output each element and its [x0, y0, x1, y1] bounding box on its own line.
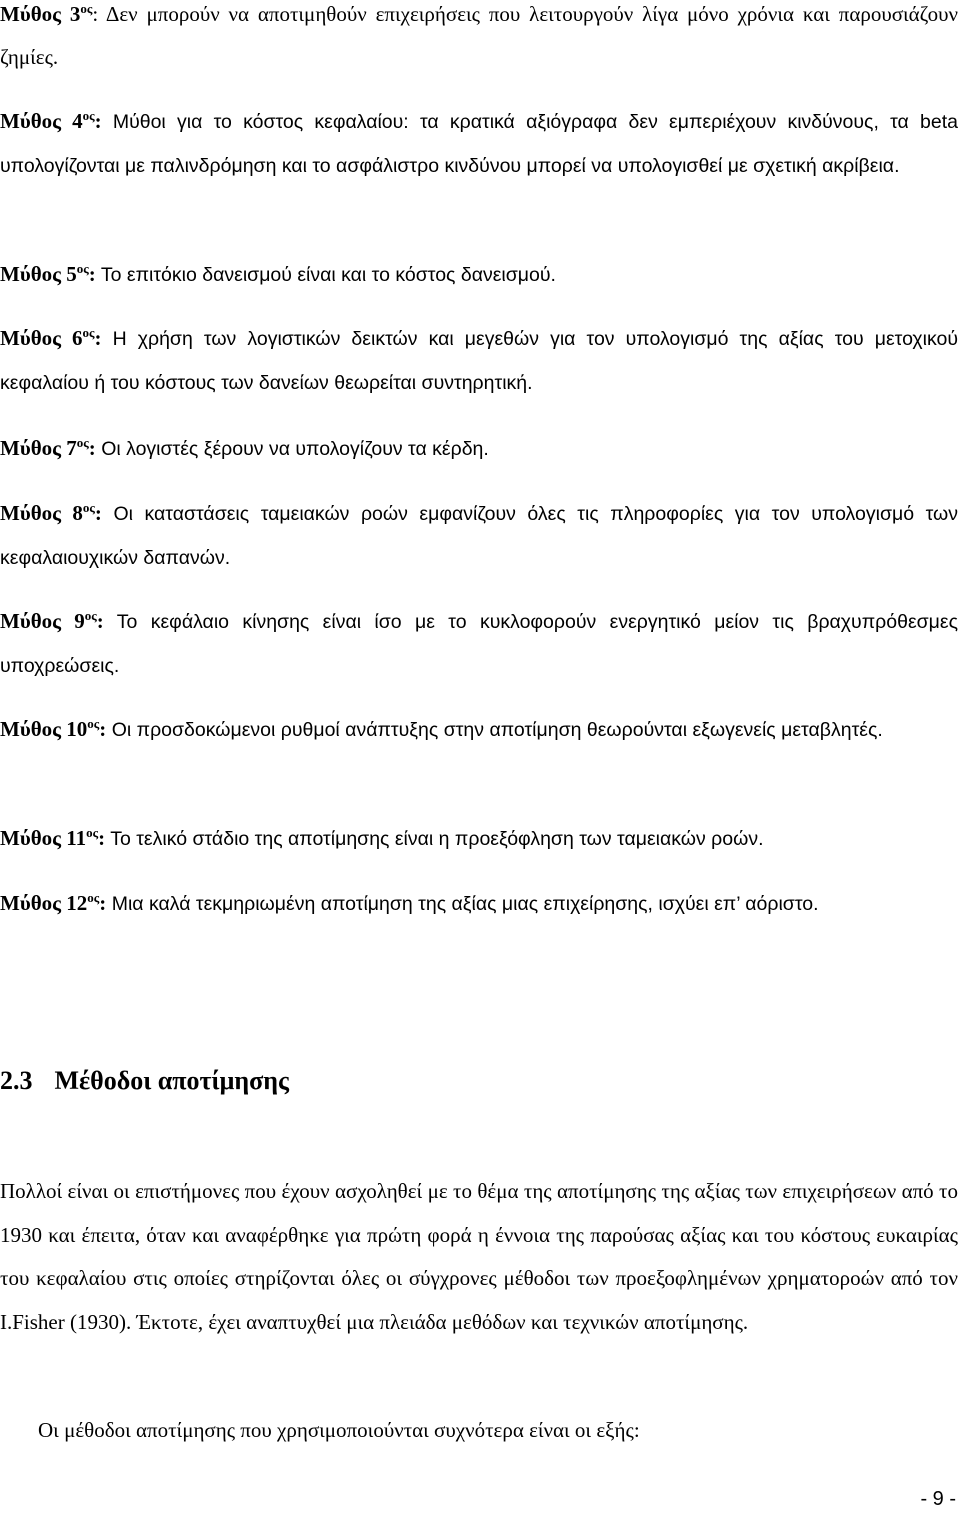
myth-5: [0, 253, 958, 297]
myth-text: Το τελικό στάδιο της αποτίμησης είναι η προεξόφληση των ταμειακών ροών.: [105, 828, 764, 850]
myth-label: Μύθος $10^{o\varsigma}$:: [0, 716, 107, 741]
myth-8: [0, 492, 958, 580]
myth-text: Οι προσδοκώμενοι ρυθμοί ανάπτυξης στην αποτίμηση θεωρούνται εξωγενείς μεταβλητές.: [106, 719, 883, 741]
myth-separator: :: [92, 2, 99, 26]
myth-label: Μύθος $5^{o\varsigma}$:: [0, 261, 96, 286]
myth-label: Μύθος $3^{o\varsigma}$: [0, 1, 93, 26]
myth-label: Μύθος $6^{o\varsigma}$:: [0, 325, 102, 350]
myth-4: [0, 100, 958, 188]
myth-7: [0, 427, 958, 471]
myth-label: Μύθος $11^{o\varsigma}$:: [0, 825, 106, 850]
section-number: 2.3: [0, 1066, 33, 1095]
myth-text: Οι καταστάσεις ταμειακών ροών εμφανίζουν όλες τις πληροφορίες για τον υπολογισμό των κεφαλαιουχικών δαπανών.: [0, 503, 959, 569]
myth-3: [0, 0, 958, 79]
myth-label: Μύθος $4^{o\varsigma}$:: [0, 108, 102, 133]
myth-10: [0, 708, 958, 752]
myth-11: [0, 817, 958, 861]
myth-label: Μύθος $8^{o\varsigma}$:: [0, 500, 102, 525]
myth-text: Το κεφάλαιο κίνησης είναι ίσο με το κυκλοφορούν ενεργητικό μείον τις βραχυπρόθεσμες υποχρεώσεις.: [0, 611, 959, 677]
myth-9: [0, 600, 958, 688]
myth-label: Μύθος $7^{o\varsigma}$:: [0, 435, 96, 460]
section-heading: [0, 1061, 289, 1101]
myth-label: Μύθος $9^{o\varsigma}$:: [0, 608, 104, 633]
myth-6: [0, 317, 958, 405]
myth-text: Η χρήση των λογιστικών δεικτών και μεγεθών για τον υπολογισμό της αξίας του μετοχικού κεφαλαίου ή του κόστους των δανείων θεωρείται συντηρητική.: [0, 328, 959, 394]
myth-text: Μια καλά τεκμηριωμένη αποτίμηση της αξίας μιας επιχείρησης, ισχύει επ’ αόριστο.: [106, 893, 819, 915]
myth-label: Μύθος $12^{o\varsigma}$:: [0, 890, 107, 915]
myth-text: Δεν μπορούν να αποτιμηθούν επιχειρήσεις που λειτουργούν λίγα μόνο χρόνια και παρουσιάζουν ζημίες.: [0, 2, 958, 69]
body-paragraph: Πολλοί είναι οι επιστήμονες που έχουν ασχοληθεί με το θέμα της αποτίμησης της αξίας των επιχειρήσεων από το 1930 και έπειτα, όταν και αναφέρθηκε για πρώτη φορά η έννοια της παρούσας αξίας και του κόστους ευκαιρίας του κεφαλαίου στις οποίες στηρίζονται όλες οι σύγχρονες μέθοδοι των προεξοφλημένων χρηματοροών από τον I.Fisher (1930). Έκτοτε, έχει αναπτυχθεί μια πλειάδα μεθόδων και τεχνικών αποτίμησης.: [0, 1179, 958, 1334]
myth-12: [0, 882, 958, 926]
page-number: - 9 -: [920, 1488, 956, 1510]
myth-text: Οι λογιστές ξέρουν να υπολογίζουν τα κέρδη.: [95, 438, 489, 460]
myth-text: Μύθοι για το κόστος κεφαλαίου: τα κρατικά αξιόγραφα δεν εμπεριέχουν κινδύνους, τα beta υπολογίζονται με παλινδρόμηση και το ασφάλιστρο κινδύνου μπορεί να υπολογισθεί με σχετική ακρίβεια.: [0, 111, 958, 177]
body-paragraph: Οι μέθοδοι αποτίμησης που χρησιμοποιούνται συχνότερα είναι οι εξής:: [38, 1418, 640, 1442]
myth-text: Το επιτόκιο δανεισμού είναι και το κόστος δανεισμού.: [95, 264, 556, 286]
section-title: Μέθοδοι αποτίμησης: [54, 1066, 289, 1095]
